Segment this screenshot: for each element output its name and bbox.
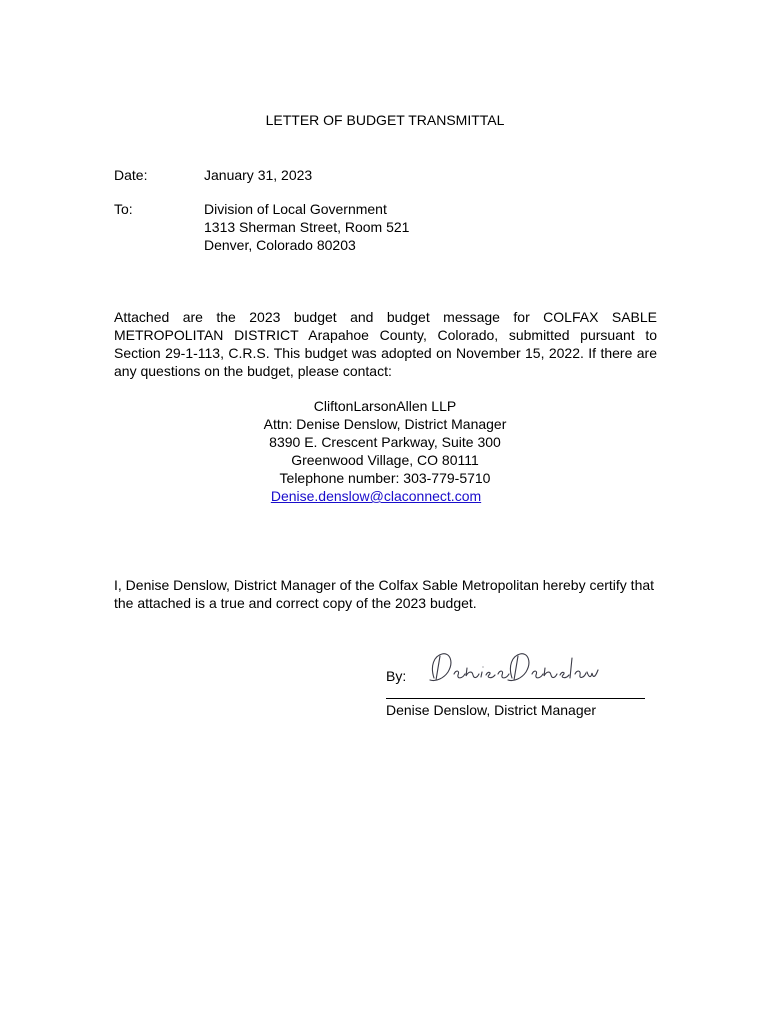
signer-name-title: Denise Denslow, District Manager bbox=[386, 702, 597, 718]
contact-block bbox=[200, 397, 570, 505]
letter-title: LETTER OF BUDGET TRANSMITTAL bbox=[265, 112, 505, 128]
transmittal-paragraph: Attached are the 2023 budget and budget message for COLFAX SABLE METROPOLITAN DISTRICT Arapahoe County, Colorado, submitted pursuant to Section 29-1-113, C.R.S. This budget was adopted on November 15, 2022. If there are any questions on the budget, please contact: bbox=[114, 309, 657, 379]
contact-firm: CliftonLarsonAllen LLP bbox=[313, 398, 457, 414]
contact-address-line2: Greenwood Village, CO 80111 bbox=[291, 452, 479, 468]
certification-paragraph: I, Denise Denslow, District Manager of the Colfax Sable Metropolitan hereby certify that the attached is a true and correct copy of the 2023 budget. bbox=[114, 577, 655, 611]
to-label: To: bbox=[114, 201, 133, 217]
by-label: By: bbox=[386, 668, 407, 684]
contact-email-link[interactable]: Denise.denslow@claconnect.com bbox=[270, 488, 482, 504]
recipient-city: Denver, Colorado 80203 bbox=[204, 237, 356, 253]
contact-address-line1: 8390 E. Crescent Parkway, Suite 300 bbox=[269, 434, 501, 450]
date-value: January 31, 2023 bbox=[204, 167, 313, 183]
date-label: Date: bbox=[114, 167, 148, 183]
recipient-name: Division of Local Government bbox=[204, 201, 387, 217]
contact-attn: Attn: Denise Denslow, District Manager bbox=[263, 416, 507, 432]
signature-line bbox=[386, 698, 645, 699]
contact-phone: Telephone number: 303-779-5710 bbox=[279, 470, 491, 486]
handwritten-signature bbox=[420, 648, 600, 690]
recipient-street: 1313 Sherman Street, Room 521 bbox=[204, 219, 410, 235]
